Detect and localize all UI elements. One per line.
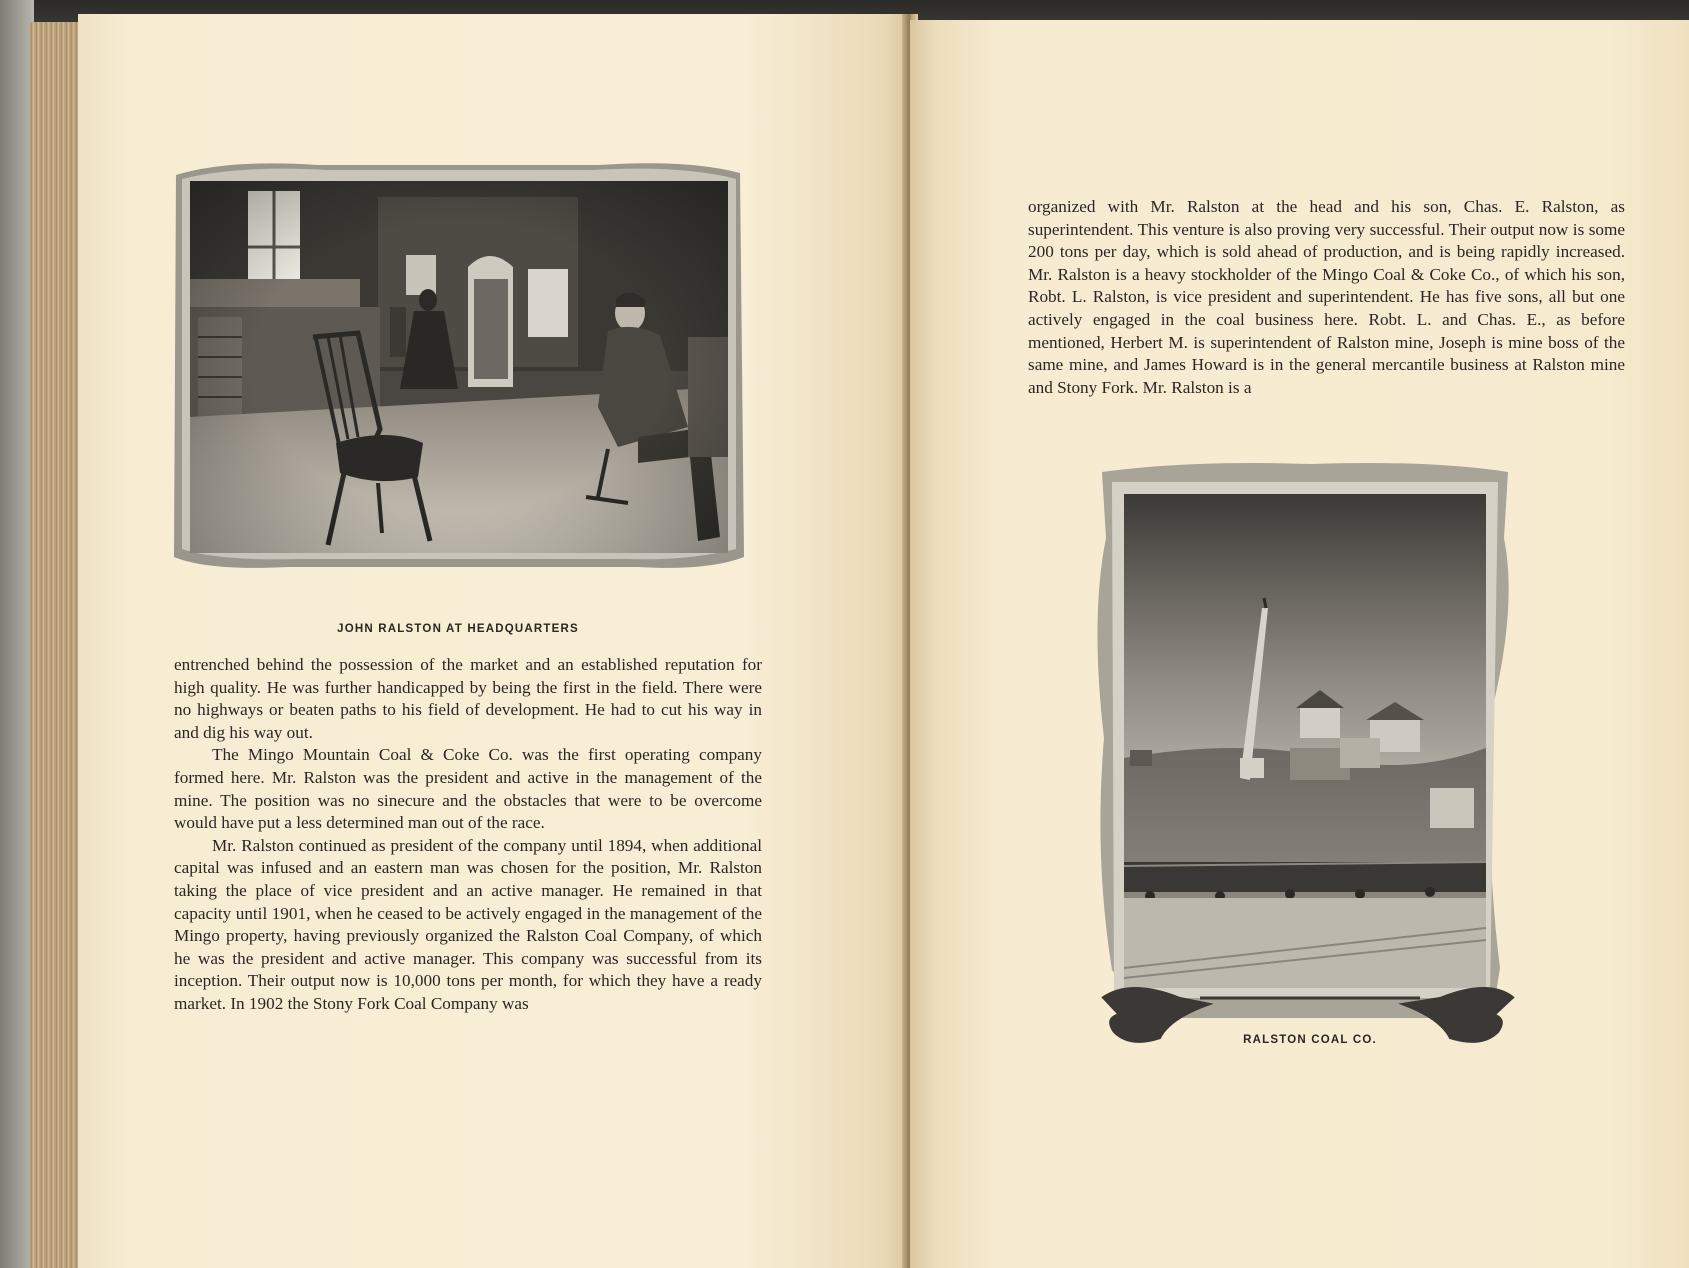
right-page (910, 20, 1689, 1268)
right-page-body (1028, 196, 1625, 399)
scanner-background-left (0, 0, 34, 1268)
left-page (78, 14, 910, 1268)
paragraph: The Mingo Mountain Coal & Coke Co. was the first operating company formed here. Mr. Ralston was the president and active in the management of the mine. The position was no sinecure and the obstacles that were to be overcome would have put a less determined man out of the race. (174, 745, 762, 833)
open-book (30, 14, 1689, 1268)
paragraph: organized with Mr. Ralston at the head and his son, Chas. E. Ralston, as superintendent. This venture is also proving very successful. Their output now is some 200 tons per day, which is sold ahead of production, and is being rapidly increased. Mr. Ralston is a heavy stockholder of the Mingo Coal & Coke Co., of which his son, Robt. L. Ralston, is vice president and superintendent. He has five sons, all but one actively engaged in the coal business here. Robt. L. and Chas. E., as before mentioned, Herbert M. is superintendent of Ralston mine, Joseph is mine boss of the same mine, and James Howard is in the general mercantile business at Ralston mine and Stony Fork. Mr. Ralston is a (1028, 197, 1625, 397)
paragraph: Mr. Ralston continued as president of the company until 1894, when additional capital was infused and an eastern man was chosen for the position, Mr. Ralston taking the place of vice president and an active manager. He remained in that capacity until 1901, when he ceased to be actively engaged in the management of the Mingo property, having previously organized the Ralston Coal Company, of which he was the president and active manager. This company was successful from its inception. Their output now is 10,000 tons per month, for which they have a ready market. In 1902 the Stony Fork Coal Company was (174, 835, 762, 1013)
page-edges (30, 22, 82, 1268)
left-page-body (174, 654, 762, 1016)
paragraph: entrenched behind the possession of the market and an established reputation for high quality. He was further handicapped by being the first in the field. There were no highways or beaten paths to his field of development. He had to cut his way in and dig his way out. (174, 655, 762, 742)
headquarters-photo (168, 157, 748, 587)
coal-company-photo-caption: RALSTON COAL CO. (1243, 1034, 1377, 1046)
headquarters-photo-caption: JOHN RALSTON AT HEADQUARTERS (337, 623, 579, 635)
coal-company-photo (1090, 458, 1530, 1108)
